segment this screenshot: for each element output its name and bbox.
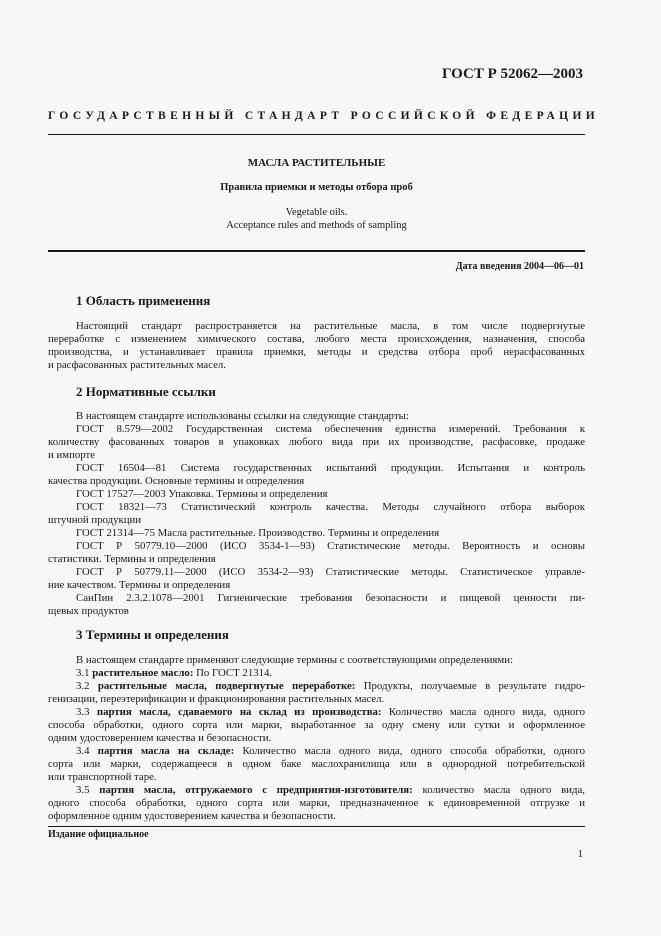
text-line: переработке с изменением химического состава, любого места происхождения, назначения, способа [48, 333, 585, 345]
header-divider [48, 134, 585, 135]
text-line: В настоящем стандарте применяют следующие термины с соответствующими определениями: [76, 654, 513, 666]
document-title: МАСЛА РАСТИТЕЛЬНЫЕ [247, 157, 386, 169]
title-divider [48, 250, 585, 252]
section-3-heading: 3 Термины и определения [76, 627, 229, 642]
reference-line: штучной продукции [48, 514, 142, 526]
reference-line: ГОСТ Р 50779.11—2000 (ИСО 3534-2—93) Статистические методы. Статистическое управле- [76, 566, 585, 578]
reference-line: качества продукции. Основные термины и определения [48, 475, 305, 487]
term-3-2: 3.2 растительные масла, подвергнутые переработке: Продукты, получаемые в результате гидро- [76, 680, 585, 692]
reference-line: статистики. Термины и определения [48, 553, 216, 565]
term-3-1: 3.1 растительное масло: По ГОСТ 21314. [76, 667, 273, 679]
english-title-line2: Acceptance rules and methods of sampling [226, 220, 407, 231]
term-3-4-cont: или транспортной таре. [48, 771, 157, 783]
term-3-2-cont: генизации, переэтерификации и фракционирования растительных масел. [48, 693, 385, 705]
reference-line: щевых продуктов [48, 605, 129, 617]
edition-label: Издание официальное [48, 829, 149, 840]
reference-line: ГОСТ 18321—73 Статистический контроль качества. Методы случайного отбора выборок [76, 501, 585, 513]
document-subtitle: Правила приемки и методы отбора проб [220, 182, 413, 193]
term-3-4-cont: сорта или марки, содержащееся в одном баке маслохранилища или в однородной потребительской [48, 758, 585, 770]
term-3-5-cont: одного способа обработки, одного сорта или марки, предназначенное к единовременной отгрузке и [48, 797, 585, 809]
document-code: ГОСТ Р 52062—2003 [441, 66, 583, 82]
term-3-5: 3.5 партия масла, отгружаемого с предприятия-изготовителя: количество масла одного вида, [76, 784, 585, 796]
reference-line: ГОСТ 17527—2003 Упаковка. Термины и определения [76, 488, 328, 500]
page-number: 1 [577, 848, 583, 860]
reference-line: СанПин 2.3.2.1078—2001 Гигиенические требования безопасности и пищевой ценности пи- [76, 592, 585, 604]
english-title-line1: Vegetable oils. [285, 207, 348, 218]
organization-line: ГОСУДАРСТВЕННЫЙ СТАНДАРТ РОССИЙСКОЙ ФЕДЕРАЦИИ [48, 110, 600, 122]
text-line: В настоящем стандарте использованы ссылки на следующие стандарты: [76, 410, 409, 422]
text-line: и расфасованных растительных масел. [48, 359, 227, 371]
reference-line: ГОСТ 21314—75 Масла растительные. Производство. Термины и определения [76, 527, 440, 539]
reference-line: ГОСТ 8.579—2002 Государственная система обеспечения единства измерений. Требования к [76, 423, 585, 435]
section-3-text [48, 654, 585, 823]
section-1-text [48, 320, 585, 372]
section-2-heading: 2 Нормативные ссылки [76, 384, 216, 399]
reference-line: количеству фасованных товаров в упаковках любого вида при их производстве, расфасовке, продаже [48, 436, 585, 448]
term-3-4: 3.4 партия масла на складе: Количество масла одного вида, одного способа обработки, одного [76, 745, 585, 757]
term-3-3-cont: способа обработки, одного сорта или марки, выработанное за одну смену или сутки и оформленное [48, 719, 585, 731]
text-line: Настоящий стандарт распространяется на растительные масла, в том числе подвергнутые [76, 320, 585, 332]
reference-line: и импорте [48, 449, 96, 461]
section-1-heading: 1 Область применения [76, 293, 211, 308]
footer-divider [48, 826, 585, 827]
introduction-date: Дата введения 2004—06—01 [455, 261, 584, 272]
term-3-5-cont: оформленное одним удостоверением качества и безопасности. [48, 810, 336, 822]
reference-line: ние качеством. Термины и определения [48, 579, 231, 591]
reference-line: ГОСТ 16504—81 Система государственных испытаний продукции. Испытания и контроль [76, 462, 585, 474]
reference-line: ГОСТ Р 50779.10—2000 (ИСО 3534-1—93) Статистические методы. Вероятность и основы [76, 540, 585, 552]
term-3-3: 3.3 партия масла, сдаваемого на склад из производства: Количество масла одного вида, одного [76, 706, 585, 718]
section-2-text [48, 410, 585, 618]
text-line: производства, и устанавливает правила приемки, методы и средства отбора проб нерасфасованных [48, 346, 585, 358]
term-3-3-cont: одним удостоверением качества и безопасности. [48, 732, 272, 744]
